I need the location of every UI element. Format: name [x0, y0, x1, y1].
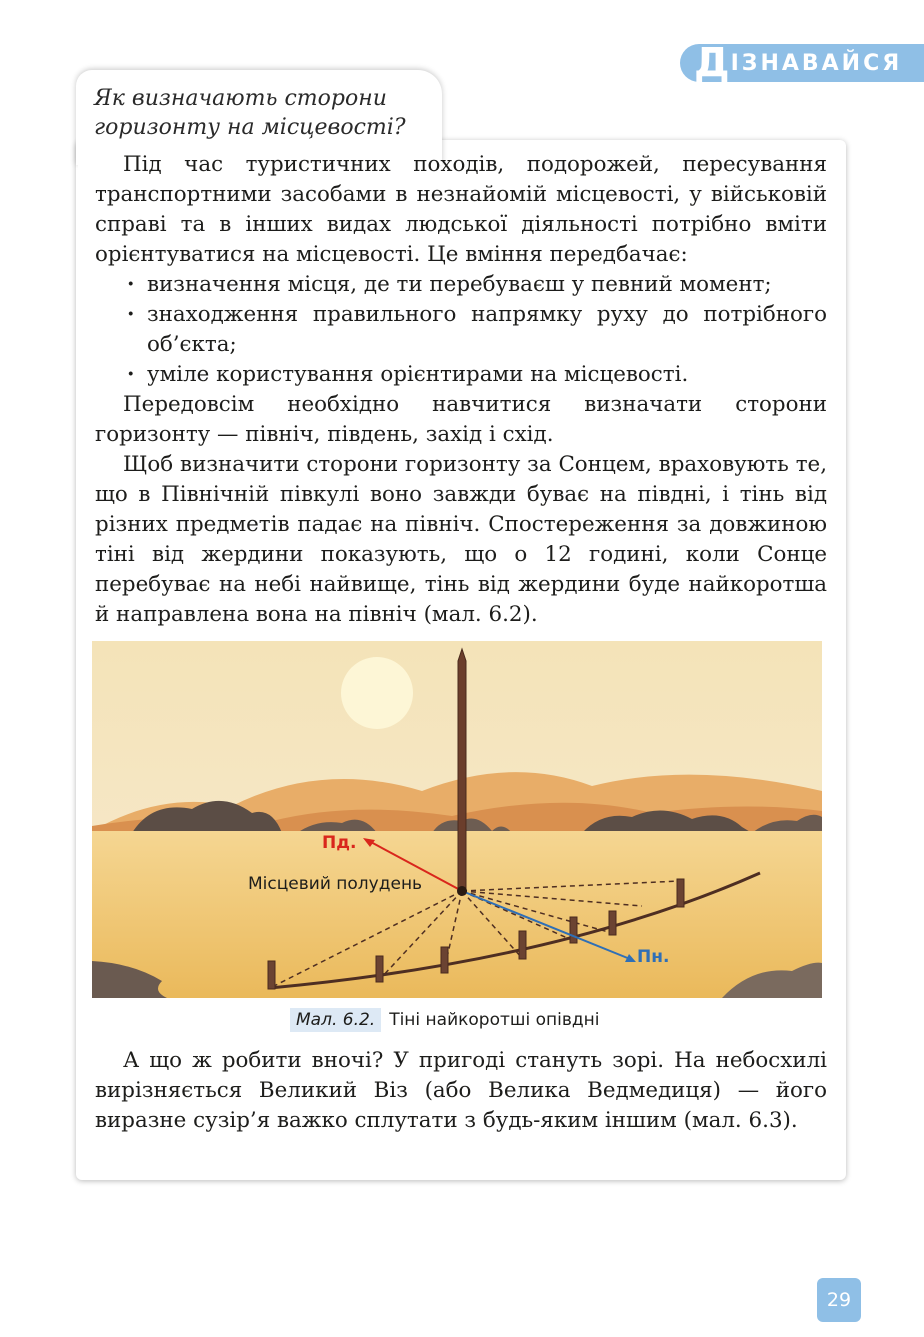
north-label: Пн.	[637, 947, 670, 967]
section-tag	[680, 40, 924, 86]
page-number: 29	[817, 1278, 861, 1322]
text-block-top	[95, 150, 827, 630]
bullet-item: · уміле користування орієнтирами на місцевості.	[95, 360, 827, 390]
caption-text: Тіні найкоротші опівдні	[389, 1010, 600, 1030]
sand-ground	[92, 831, 822, 998]
bullet-item: · визначення місця, де ти перебуваєш у певний момент;	[95, 270, 827, 300]
bullet-list	[95, 270, 827, 390]
caption-number: Мал. 6.2.	[290, 1008, 381, 1032]
figure-illustration	[92, 641, 822, 998]
paragraph-4: А що ж робити вночі? У пригоді стануть зорі. На небосхилі вирізняється Великий Віз (або Велика Ведмедиця) — його виразне сузір’я важко сплутати з будь-яким іншим (мал. 6.3).	[95, 1048, 827, 1133]
pole	[458, 649, 466, 891]
section-tag-first-letter: Д	[694, 40, 730, 86]
paragraph-1: Під час туристичних походів, подорожей, пересування транспортними засобами в незнайомій місцевості, у військовій справі та в інших видах людської діяльності потрібно вміти орієнтуватися на місцевості. Це вміння передбачає:	[95, 152, 827, 267]
noon-label: Місцевий полудень	[248, 874, 423, 894]
sun-icon	[341, 657, 413, 729]
bullet-item: · знаходження правильного напрямку руху до потрібного об’єкта;	[95, 300, 827, 360]
paragraph-2: Передовсім необхідно навчитися визначати сторони горизонту — північ, південь, захід і схід.	[95, 392, 827, 447]
paragraph-3: Щоб визначити сторони горизонту за Сонцем, враховують те, що в Північній півкулі воно завжди буває на півдні, і тінь від різних предметів падає на північ. Спостереження за довжиною тіні від жердини показують, що о 12 годині, коли Сонце перебуває на небі найвище, тінь від жердини буде найкоротша й направлена вона на північ (мал. 6.2).	[95, 452, 827, 627]
text-block-bottom	[95, 1046, 827, 1136]
section-tag-rest: ІЗНАВАЙСЯ	[730, 50, 903, 76]
figure-caption	[290, 1008, 599, 1032]
figure-sun-shadow	[92, 641, 822, 998]
pole-base	[457, 886, 467, 896]
south-label: Пд.	[322, 833, 357, 853]
question-heading: Як визначають сторони горизонту на місцевості?	[94, 86, 406, 140]
